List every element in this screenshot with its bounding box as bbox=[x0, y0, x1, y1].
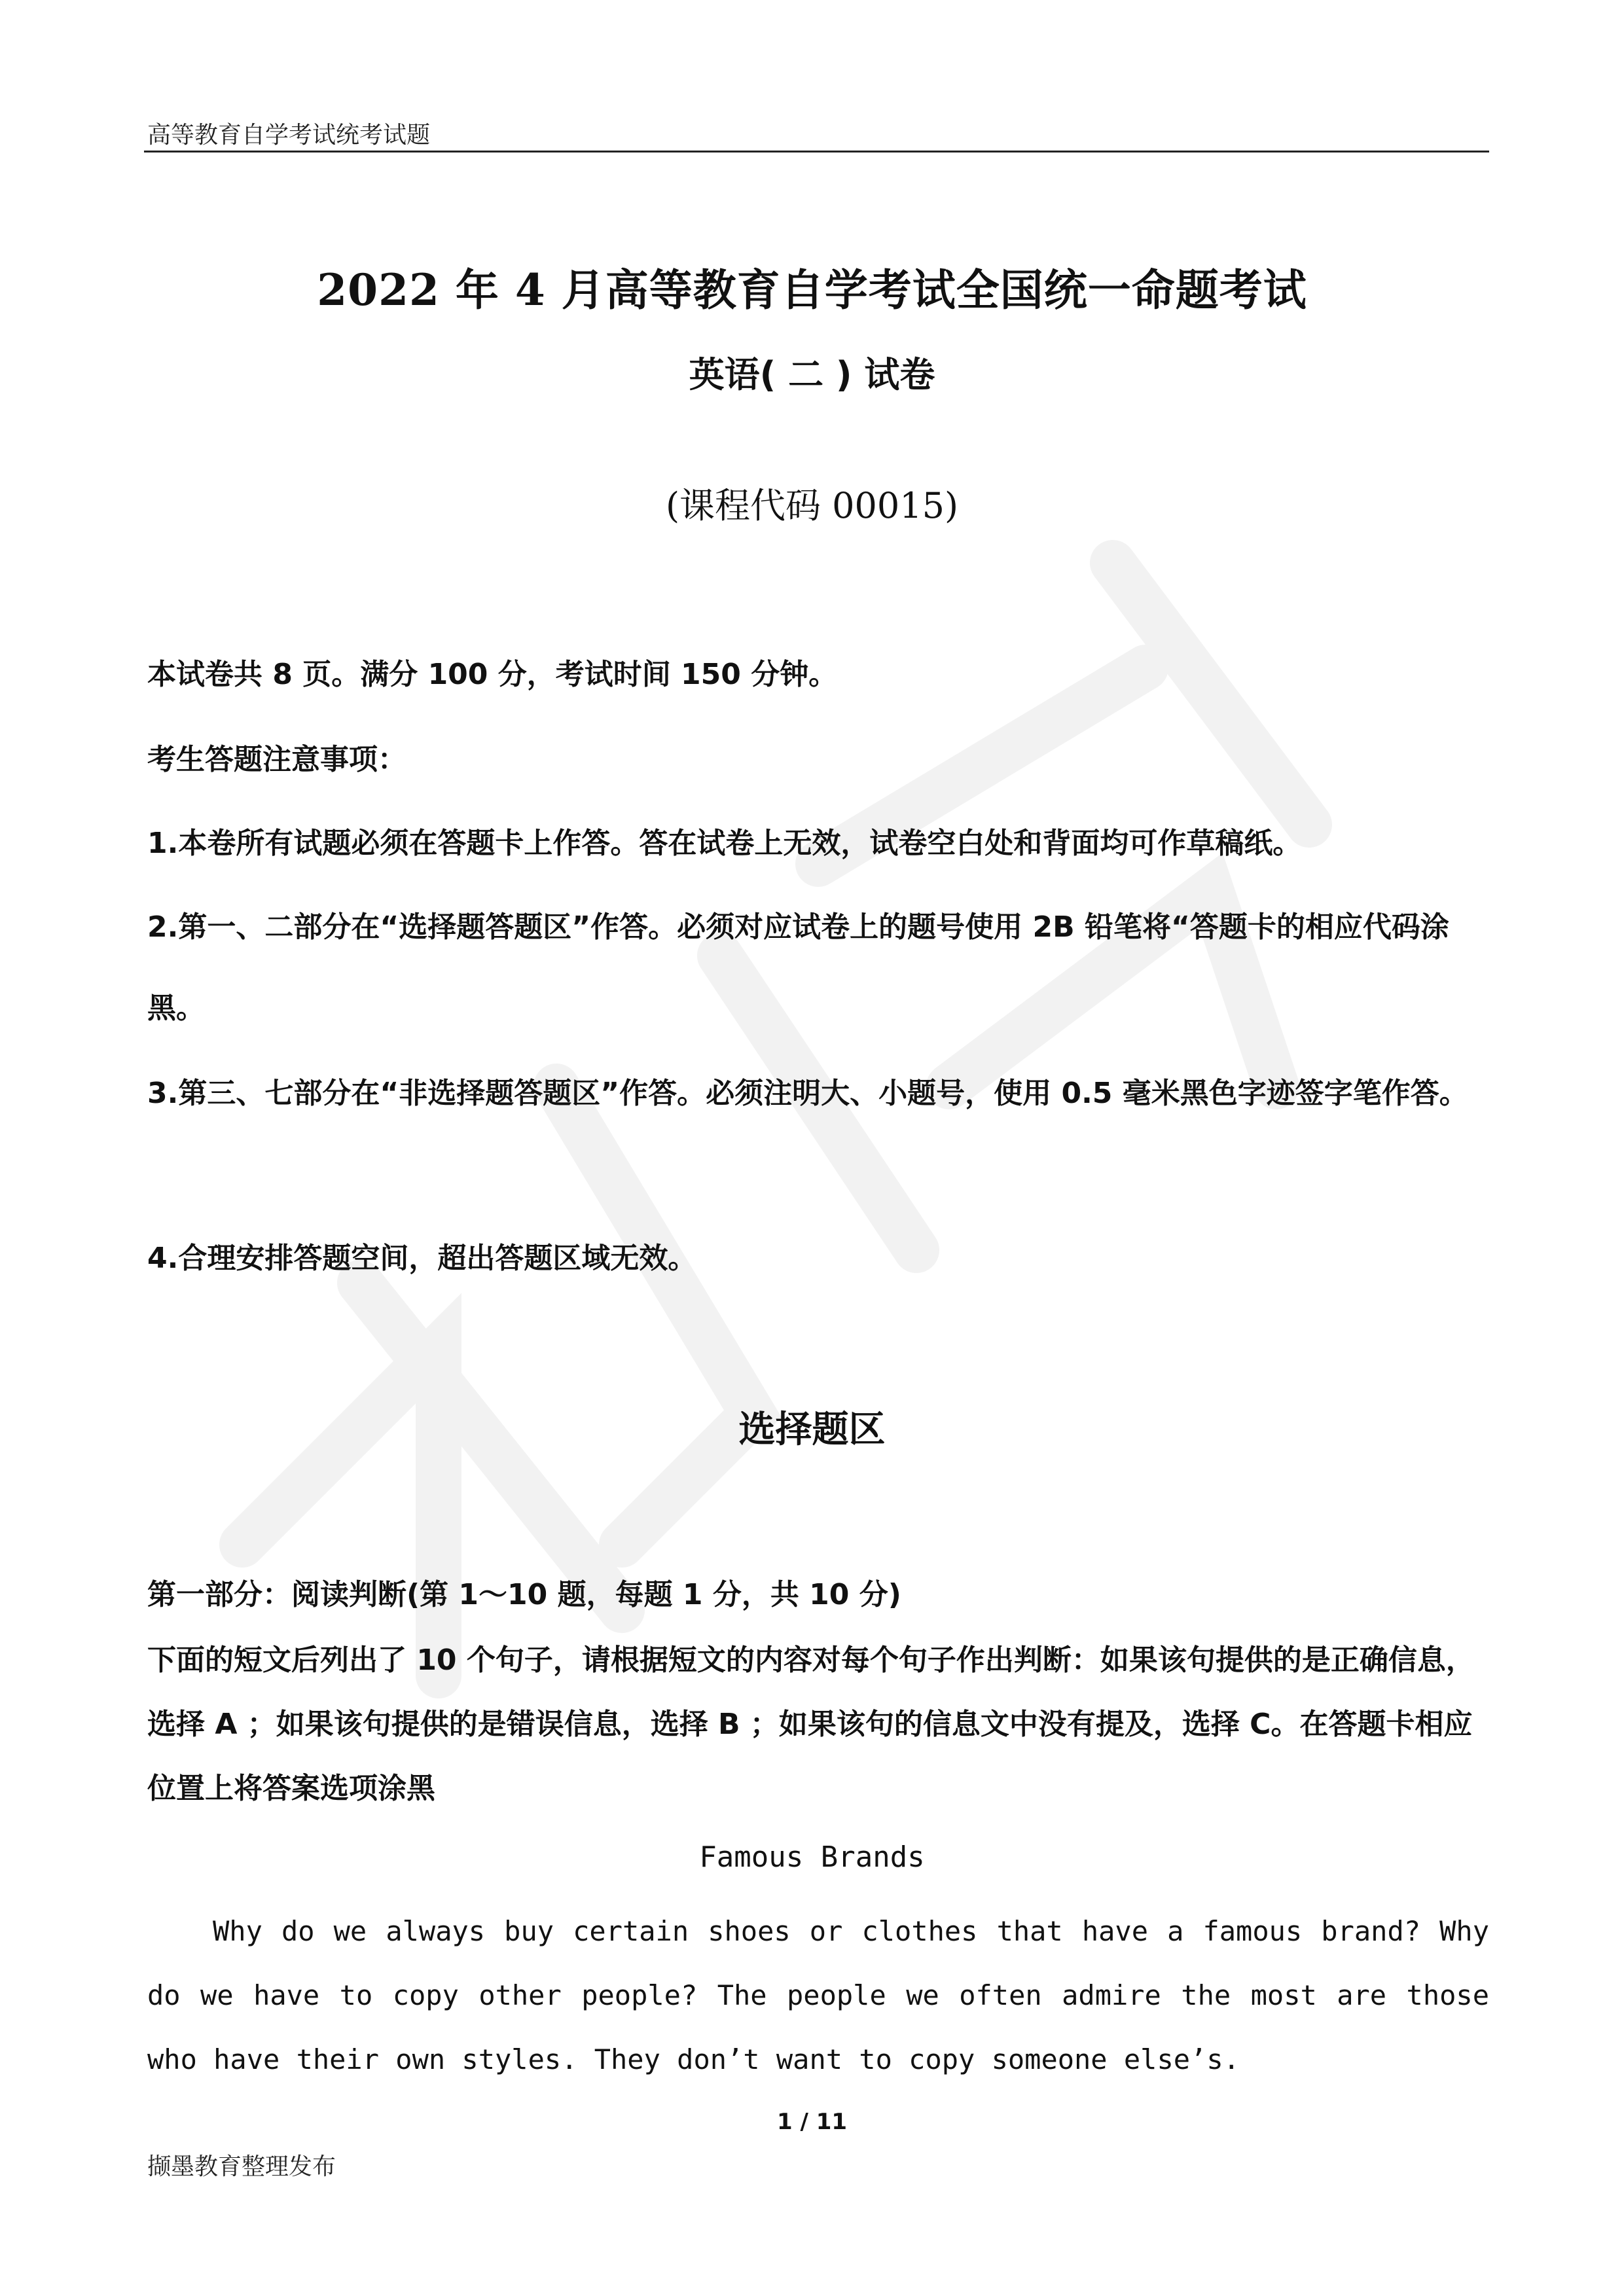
exam-summary: 本试卷共 8 页。满分 100 分，考试时间 150 分钟。 bbox=[147, 658, 838, 691]
header-divider bbox=[144, 151, 1489, 152]
notice-item-4: 4.合理安排答题空间，超出答题区域无效。 bbox=[147, 1242, 697, 1275]
exam-title: 2022 年 4 月高等教育自学考试全国统一命题考试 bbox=[317, 264, 1307, 315]
section-title: 选择题区 bbox=[738, 1408, 886, 1451]
notice-item-1: 1.本卷所有试题必须在答题卡上作答。答在试卷上无效，试卷空白处和背面均可作草稿纸。 bbox=[147, 827, 1302, 860]
passage-title: Famous Brands bbox=[699, 1840, 925, 1874]
part-one-instructions: 下面的短文后列出了 10 个句子，请根据短文的内容对每个句子作出判断：如果该句提供的是正确信息，选择 A ；如果该句提供的是错误信息，选择 B ；如果该句的信息文中没有提及，选择 C。在答题卡相应位置上将答案选项涂黑 bbox=[147, 1643, 1475, 1805]
course-code: (课程代码 00015) bbox=[665, 485, 959, 526]
notice-item-2: 2.第一、二部分在“选择题答题区”作答。必须对应试卷上的题号使用 2B 铅笔将“答题卡的相应代码涂黑。 bbox=[147, 910, 1449, 1025]
page-number: 1 / 11 bbox=[776, 2109, 848, 2135]
page-header: 高等教育自学考试统考试题 bbox=[147, 122, 431, 149]
notice-heading: 考生答题注意事项： bbox=[147, 743, 406, 776]
passage-text: Why do we always buy certain shoes or clothes that have a famous brand? Why do we have to copy other people? The people we often admire the most are those who have their own styles. They don’t want to copy someone else’s. bbox=[147, 1915, 1489, 2075]
part-one-heading: 第一部分：阅读判断(第 1～10 题，每题 1 分，共 10 分) bbox=[147, 1578, 901, 1611]
footer-publisher: 撷墨教育整理发布 bbox=[147, 2153, 336, 2180]
exam-subtitle: 英语( 二 ) 试卷 bbox=[689, 354, 935, 395]
notice-item-3: 3.第三、七部分在“非选择题答题区”作答。必须注明大、小题号，使用 0.5 毫米黑色字迹签字笔作答。 bbox=[147, 1077, 1468, 1110]
